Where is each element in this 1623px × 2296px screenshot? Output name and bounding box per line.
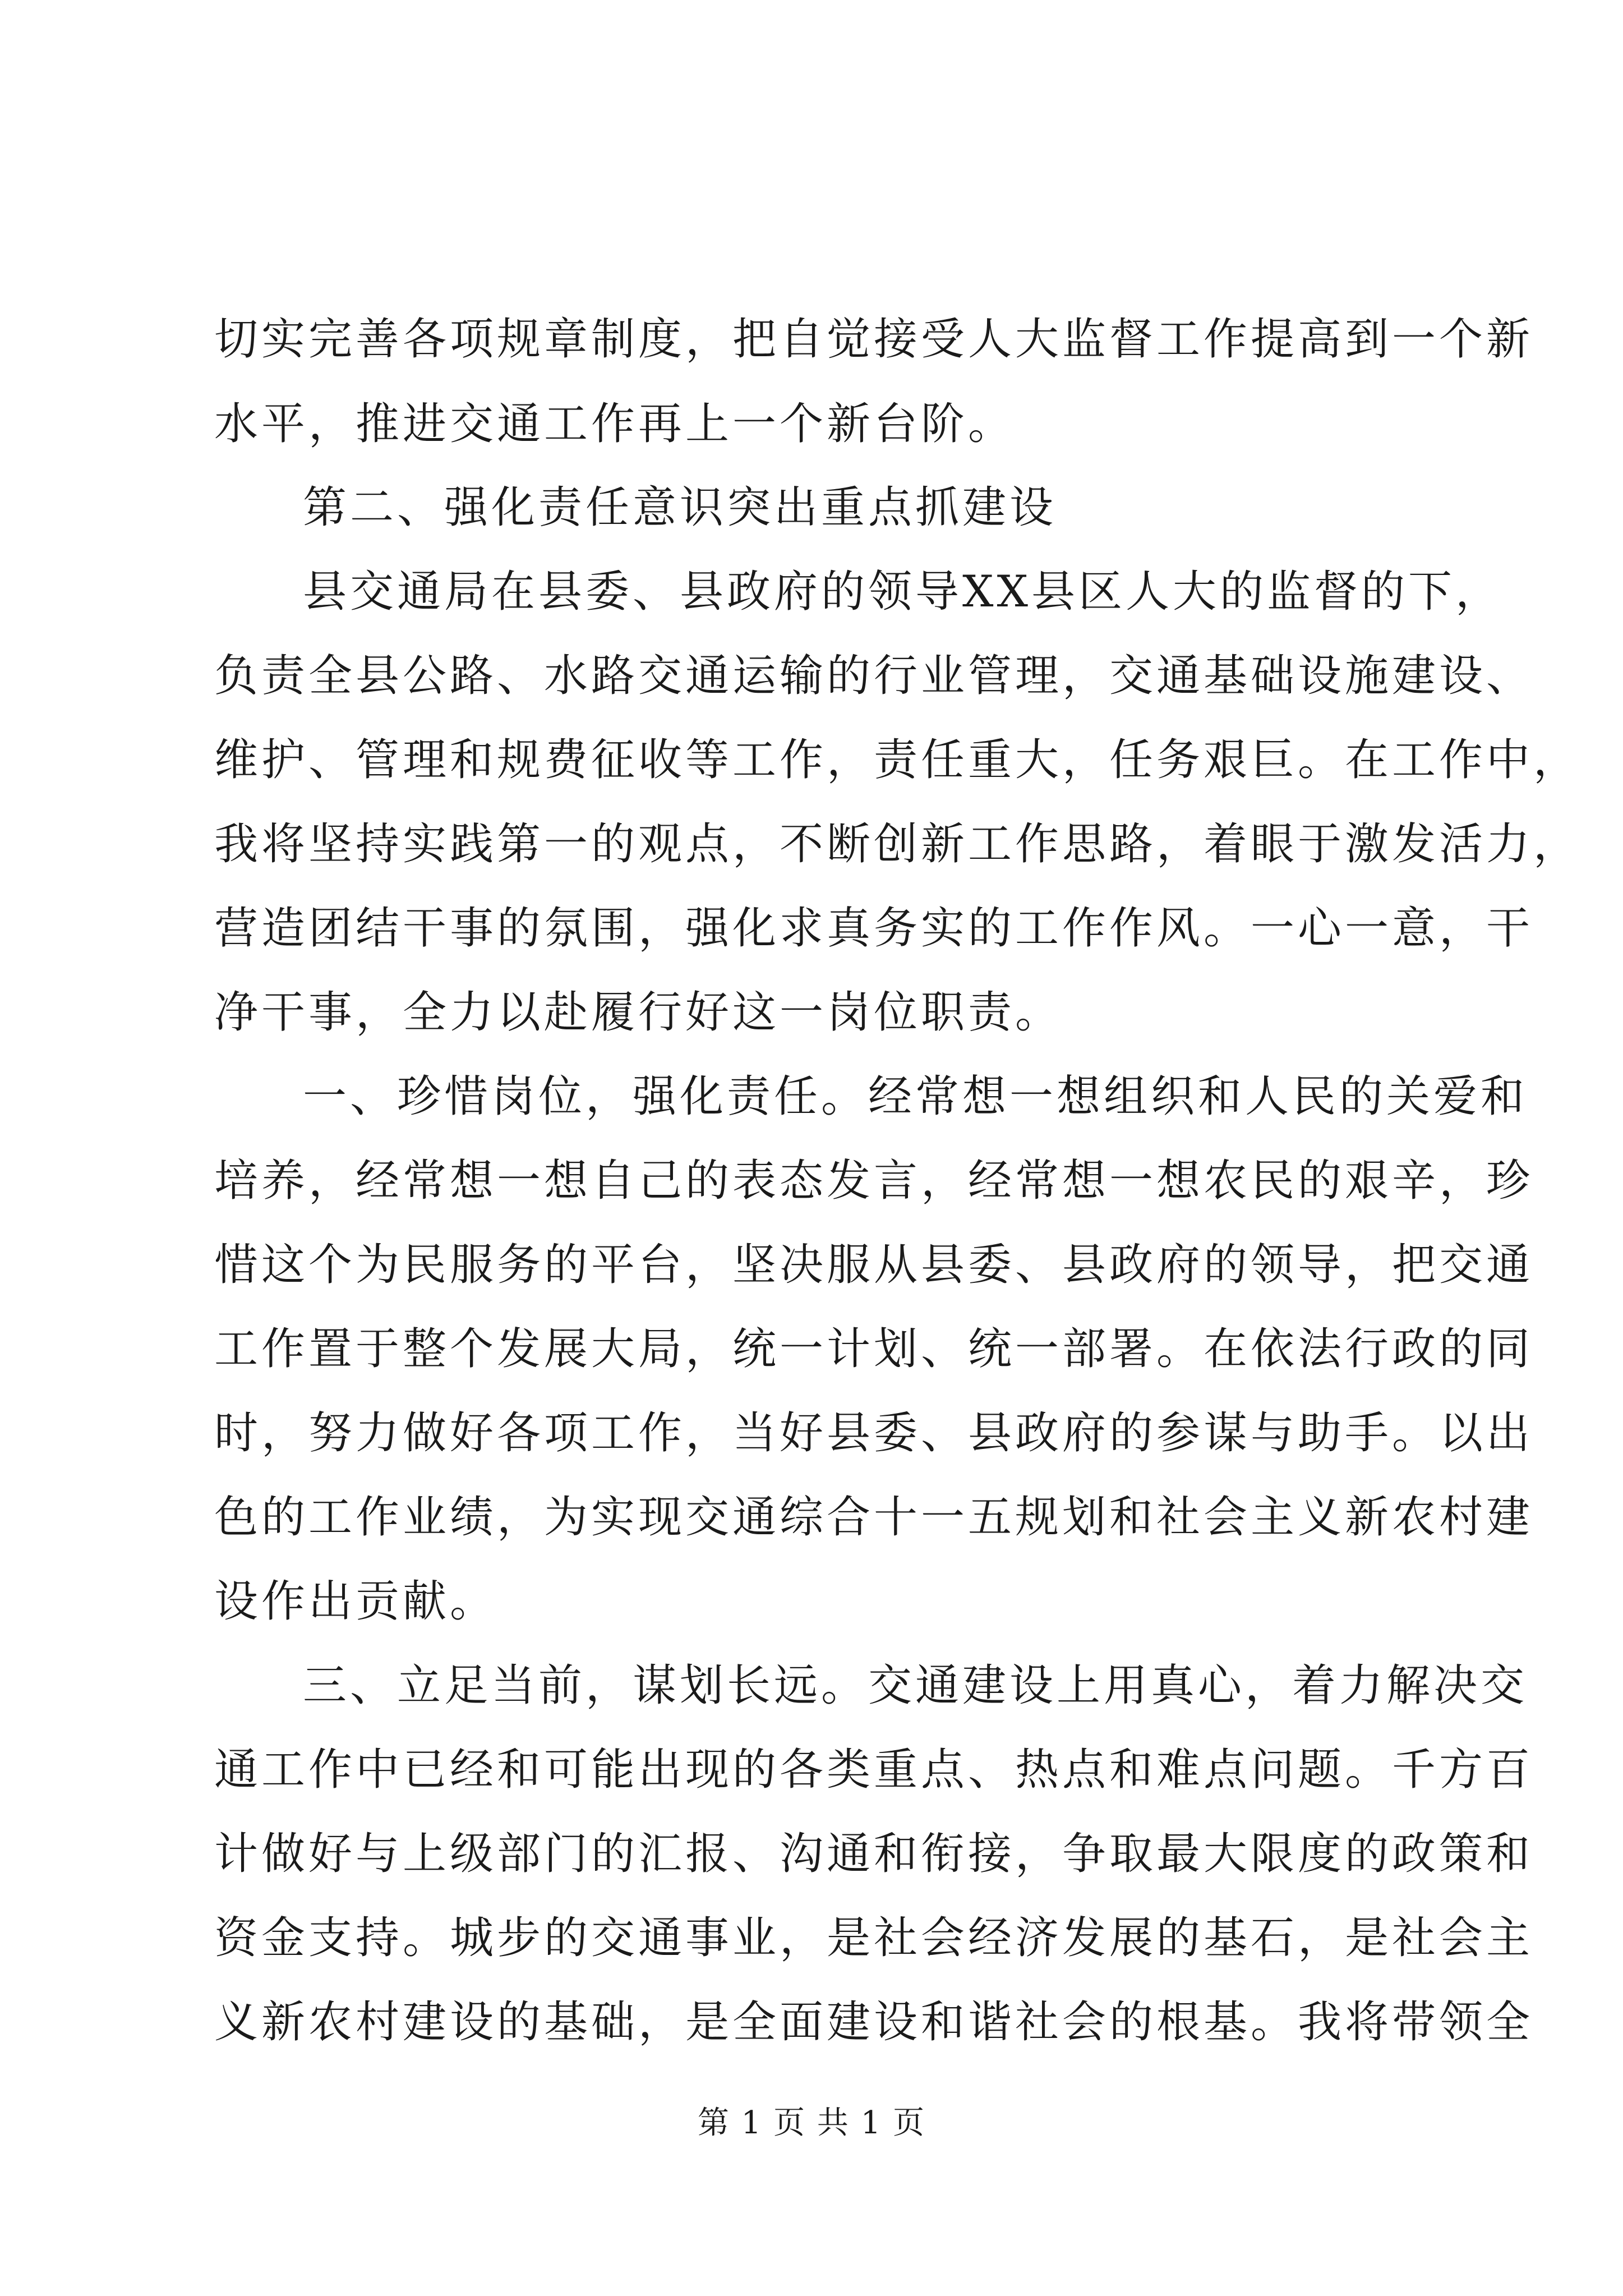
text-line: 水平，推进交通工作再上一个新台阶。 [214,399,1016,449]
text-line: 负责全县公路、水路交通运输的行业管理，交通基础设施建设、 [214,651,1534,701]
text-line: 时，努力做好各项工作，当好县委、县政府的参谋与助手。以出 [214,1408,1534,1458]
page-number-footer: 第 1 页 共 1 页 [697,2105,926,2141]
text-line: 培养，经常想一想自己的表态发言，经常想一想农民的艰辛，珍 [214,1156,1534,1206]
text-line: 一、珍惜岗位，强化责任。经常想一想组织和人民的关爱和 [303,1071,1528,1122]
text-line: 三、立足当前，谋划长远。交通建设上用真心，着力解决交 [303,1660,1528,1711]
text-line: 切实完善各项规章制度，把自觉接受人大监督工作提高到一个新 [214,314,1534,365]
text-line: 惜这个为民服务的平台，坚决服从县委、县政府的领导，把交通 [214,1240,1534,1290]
text-line: 维护、管理和规费征收等工作，责任重大，任务艰巨。在工作中， [214,735,1581,785]
text-line: 工作置于整个发展大局，统一计划、统一部署。在依法行政的同 [214,1324,1534,1374]
text-line: 净干事，全力以赴履行好这一岗位职责。 [214,987,1063,1038]
text-line: 资金支持。城步的交通事业，是社会经济发展的基石，是社会主 [214,1913,1534,1963]
text-line: 计做好与上级部门的汇报、沟通和衔接，争取最大限度的政策和 [214,1829,1534,1879]
text-line: 设作出贡献。 [214,1576,497,1627]
text-line: 营造团结干事的氛围，强化求真务实的工作作风。一心一意，干 [214,903,1534,954]
text-line: 我将坚持实践第一的观点，不断创新工作思路，着眼于激发活力， [214,819,1581,869]
section-heading: 第二、强化责任意识突出重点抓建设 [303,482,1057,533]
text-line: 县交通局在县委、县政府的领导XX县区人大的监督的下， [303,567,1503,617]
text-line: 色的工作业绩，为实现交通综合十一五规划和社会主义新农村建 [214,1492,1534,1543]
text-line: 通工作中已经和可能出现的各类重点、热点和难点问题。千方百 [214,1745,1534,1795]
text-line: 义新农村建设的基础，是全面建设和谐社会的根基。我将带领全 [214,1997,1534,2047]
